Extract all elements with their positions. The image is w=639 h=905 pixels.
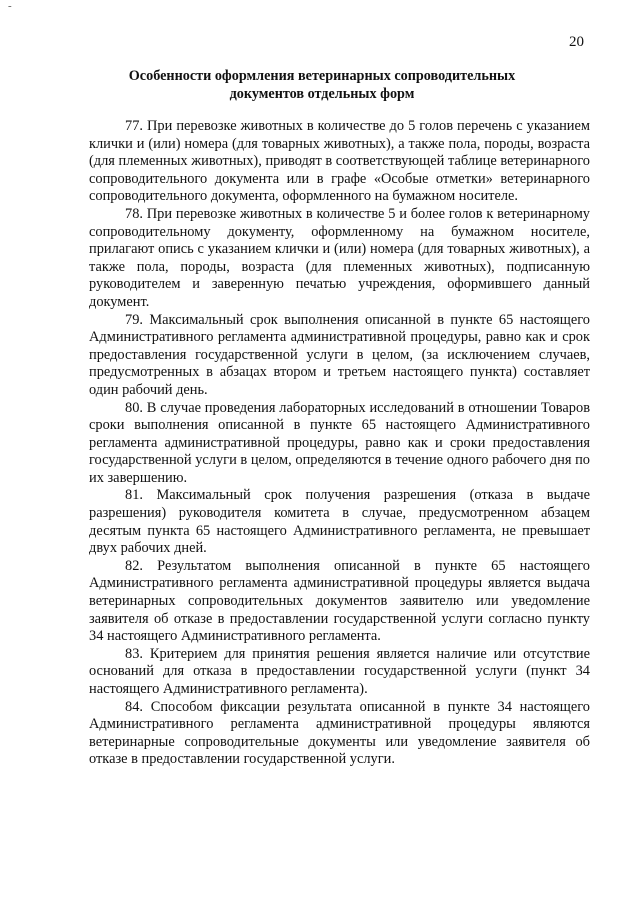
paragraph-83: 83. Критерием для принятия решения является наличие или отсутствие оснований для отказа в предоставлении государственной услуги (пункт 34 настоящего Административного регламента). xyxy=(89,645,590,697)
paragraph-77: 77. При перевозке животных в количестве до 5 голов перечень с указанием клички и (или) номера (для товарных животных), а также пола, породы, возраста (для племенных животных), приводят в соответствующей таблице ветеринарного сопроводительного документа или в графе «Особые отметки» ветеринарного сопроводительного документа, оформленного на бумажном носителе. xyxy=(89,118,590,205)
paragraph-81: 81. Максимальный срок получения разрешения (отказа в выдаче разрешения) руководителя комитета в случае, предусмотренном абзацем десятым пункта 65 настоящего Административного регламента, не превышает двух рабочих дней. xyxy=(89,487,590,557)
section-title-line-1: Особенности оформления ветеринарных сопроводительных xyxy=(128,68,516,84)
paragraph-79: 79. Максимальный срок выполнения описанной в пункте 65 настоящего Административного регламента административной процедуры, равно как и срок предоставления государственной услуги в целом, (за исключением случаев, предусмотренных в абзацах втором и третьем настоящего пункта) составляет один рабочий день. xyxy=(89,311,590,398)
paragraph-82: 82. Результатом выполнения описанной в пункте 65 настоящего Административного регламента административной процедуры является выдача ветеринарных сопроводительных документов заявителю или уведомление заявителя об отказе в предоставлении государственной услуги согласно пункту 34 настоящего Административного регламента. xyxy=(89,557,590,645)
paragraph-78: 78. При перевозке животных в количестве 5 и более голов к ветеринарному сопроводительному документу, оформленному на бумажном носителе, прилагают опись с указанием клички и (или) номера (для товарных животных), а также пола, породы, возраста (для племенных животных), подписанную руководителем и заверенную печатью учреждения, оформившего данный документ. xyxy=(89,205,590,310)
scan-mark: - xyxy=(8,0,12,12)
document-body xyxy=(89,118,590,769)
section-title-line-2: документов отдельных форм xyxy=(229,86,415,102)
paragraph-80: 80. В случае проведения лабораторных исследований в отношении Товаров сроки выполнения описанной в пункте 65 настоящего Административного регламента административной процедуры, равно как и сроки предоставления государственной услуги в целом, определяются в течение одного рабочего дня по их завершению. xyxy=(89,399,590,486)
paragraph-84: 84. Способом фиксации результата описанной в пункте 34 настоящего Административного регламента административной процедуры являются ветеринарные сопроводительные документы или уведомление заявителя об отказе в предоставлении государственной услуги. xyxy=(89,698,590,768)
page-number: 20 xyxy=(569,34,584,50)
section-title xyxy=(86,67,558,103)
